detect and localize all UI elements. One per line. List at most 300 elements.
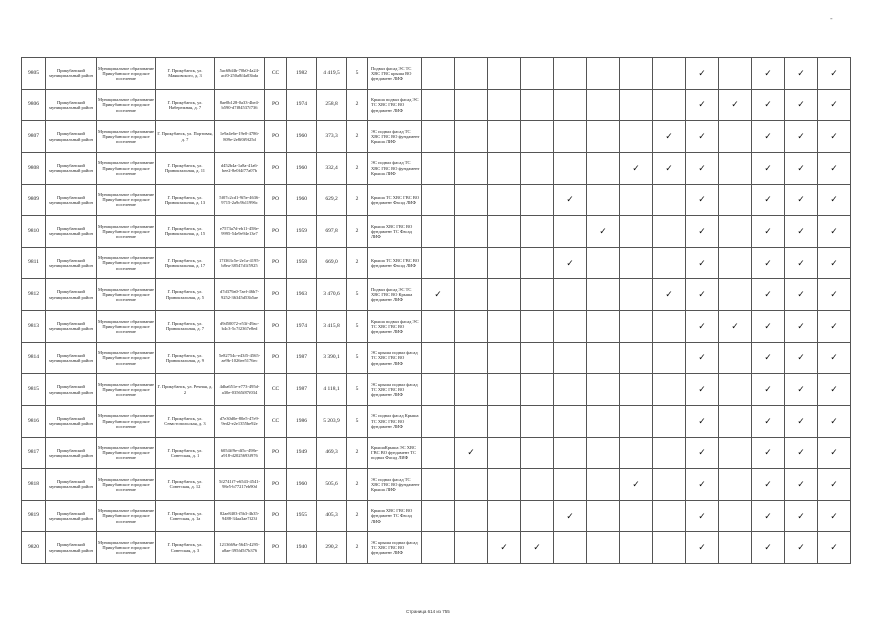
- wall-type-cell: РО: [265, 437, 287, 469]
- empty-work-cell: [455, 58, 488, 90]
- area-cell: 4 419,5: [317, 58, 347, 90]
- check-mark-icon: [818, 311, 851, 343]
- empty-work-cell: [587, 279, 620, 311]
- works-list-cell: Подвал фасад ЭС ТС ХВС ГВС крыша ВО фундамент ЛИФ: [368, 58, 422, 90]
- district-cell: Прикубанский муниципальный район: [46, 58, 97, 90]
- municipality-cell: Муниципальное образование Прикубанское городское поселение: [97, 437, 156, 469]
- empty-work-cell: [554, 532, 587, 564]
- empty-work-cell: [554, 152, 587, 184]
- area-cell: 629,2: [317, 184, 347, 216]
- check-mark-icon: [785, 89, 818, 121]
- district-cell: Прикубанский муниципальный район: [46, 89, 97, 121]
- floors-cell: 5: [347, 58, 368, 90]
- empty-work-cell: [488, 184, 521, 216]
- check-mark-icon: [686, 437, 719, 469]
- empty-work-cell: [620, 500, 653, 532]
- district-cell: Прикубанский муниципальный район: [46, 532, 97, 564]
- works-list-cell: КрышаКрыша ЭС ХВС ГВС ВО фундамент ТС подвал Фасад ЛИФ: [368, 437, 422, 469]
- empty-work-cell: [455, 374, 488, 406]
- check-mark-icon: [818, 152, 851, 184]
- check-mark-icon: [653, 152, 686, 184]
- empty-work-cell: [620, 247, 653, 279]
- wall-type-cell: СС: [265, 374, 287, 406]
- address-cell: Г. Прикубанск, ул. Привокзальная, д. 15: [156, 216, 215, 248]
- house-code-cell: d7e30d0e-80e5-47e9-9ed2-e2e1355be92e: [215, 405, 265, 437]
- address-cell: Г. Прикубанск, ул. Набережная, д. 7: [156, 89, 215, 121]
- empty-work-cell: [521, 247, 554, 279]
- empty-work-cell: [554, 374, 587, 406]
- check-mark-icon: [785, 216, 818, 248]
- municipality-cell: Муниципальное образование Прикубанское городское поселение: [97, 247, 156, 279]
- empty-work-cell: [422, 405, 455, 437]
- table-row: [22, 532, 851, 564]
- empty-work-cell: [653, 469, 686, 501]
- empty-work-cell: [488, 500, 521, 532]
- build-year-cell: 1949: [287, 437, 317, 469]
- check-mark-icon: [686, 405, 719, 437]
- empty-work-cell: [422, 469, 455, 501]
- house-code-cell: e7573a7d-eb11-458e-9995-54e9e94e13e7: [215, 216, 265, 248]
- works-list-cell: Крыша подвал фасад ЭС ТС ХВС ГВС ВО фундамент ЛИФ: [368, 89, 422, 121]
- house-code-cell: 8ae0b128-0a33-4be4-b590-d7f84537f736: [215, 89, 265, 121]
- check-mark-icon: [686, 121, 719, 153]
- empty-work-cell: [455, 152, 488, 184]
- empty-work-cell: [554, 216, 587, 248]
- check-mark-icon: [818, 469, 851, 501]
- address-cell: Г. Прикубанск, ул. Привокзальная, д. 11: [156, 152, 215, 184]
- row-number-cell: 9808: [22, 152, 46, 184]
- house-code-cell: 5e82754c-e43f5-4565-ae9b-1026ee5176ec: [215, 342, 265, 374]
- municipality-cell: Муниципальное образование Прикубанское городское поселение: [97, 311, 156, 343]
- row-number-cell: 9805: [22, 58, 46, 90]
- empty-work-cell: [587, 532, 620, 564]
- empty-work-cell: [488, 89, 521, 121]
- table-row: [22, 342, 851, 374]
- floors-cell: 5: [347, 311, 368, 343]
- check-mark-icon: [818, 500, 851, 532]
- empty-work-cell: [719, 374, 752, 406]
- empty-work-cell: [554, 437, 587, 469]
- check-mark-icon: [818, 437, 851, 469]
- address-cell: Г. Прикубанск, ул. Привокзальная, д. 7: [156, 311, 215, 343]
- empty-work-cell: [422, 500, 455, 532]
- municipality-cell: Муниципальное образование Прикубанское городское поселение: [97, 532, 156, 564]
- check-mark-icon: [554, 184, 587, 216]
- wall-type-cell: РО: [265, 279, 287, 311]
- house-code-cell: 5f07c2cd1-9f5e-4636-9715-2a9c9b11996c: [215, 184, 265, 216]
- municipality-cell: Муниципальное образование Прикубанское городское поселение: [97, 121, 156, 153]
- check-mark-icon: [752, 184, 785, 216]
- empty-work-cell: [422, 89, 455, 121]
- area-cell: 4 118,1: [317, 374, 347, 406]
- district-cell: Прикубанский муниципальный район: [46, 311, 97, 343]
- empty-work-cell: [653, 58, 686, 90]
- works-list-cell: ЭС крыша подвал фасад ТС ХВС ГВС ВО фундамент ЛИФ: [368, 342, 422, 374]
- empty-work-cell: [422, 374, 455, 406]
- empty-work-cell: [521, 216, 554, 248]
- build-year-cell: 1986: [287, 405, 317, 437]
- empty-work-cell: [620, 89, 653, 121]
- empty-work-cell: [719, 500, 752, 532]
- house-code-cell: 6054ff9e-df5c-498e-a918-d2025693f976: [215, 437, 265, 469]
- empty-work-cell: [653, 184, 686, 216]
- table-row: [22, 437, 851, 469]
- empty-work-cell: [422, 121, 455, 153]
- check-mark-icon: [686, 342, 719, 374]
- wall-type-cell: РО: [265, 89, 287, 121]
- row-number-cell: 9809: [22, 184, 46, 216]
- empty-work-cell: [587, 152, 620, 184]
- empty-work-cell: [455, 532, 488, 564]
- wall-type-cell: РО: [265, 216, 287, 248]
- wall-type-cell: РО: [265, 532, 287, 564]
- house-code-cell: 17f363c5e-2e1a-4195-b8ea-38547d1f5925: [215, 247, 265, 279]
- empty-work-cell: [719, 279, 752, 311]
- empty-work-cell: [455, 469, 488, 501]
- row-number-cell: 9813: [22, 311, 46, 343]
- check-mark-icon: [785, 405, 818, 437]
- wall-type-cell: СС: [265, 58, 287, 90]
- district-cell: Прикубанский муниципальный район: [46, 279, 97, 311]
- floors-cell: 5: [347, 405, 368, 437]
- municipality-cell: Муниципальное образование Прикубанское городское поселение: [97, 469, 156, 501]
- table-row: [22, 152, 851, 184]
- address-cell: Г. Прикубанск, ул. Советская, д. 12: [156, 469, 215, 501]
- check-mark-icon: [818, 216, 851, 248]
- area-cell: 697,8: [317, 216, 347, 248]
- municipality-cell: Муниципальное образование Прикубанское городское поселение: [97, 216, 156, 248]
- area-cell: 373,3: [317, 121, 347, 153]
- check-mark-icon: [554, 247, 587, 279]
- empty-work-cell: [488, 342, 521, 374]
- empty-work-cell: [488, 374, 521, 406]
- check-mark-icon: [752, 532, 785, 564]
- table-row: [22, 58, 851, 90]
- empty-work-cell: [653, 311, 686, 343]
- district-cell: Прикубанский муниципальный район: [46, 469, 97, 501]
- empty-work-cell: [554, 311, 587, 343]
- check-mark-icon: [587, 216, 620, 248]
- municipality-cell: Муниципальное образование Прикубанское городское поселение: [97, 152, 156, 184]
- check-mark-icon: [818, 374, 851, 406]
- empty-work-cell: [521, 342, 554, 374]
- check-mark-icon: [620, 152, 653, 184]
- area-cell: 3 390,1: [317, 342, 347, 374]
- row-number-cell: 9820: [22, 532, 46, 564]
- area-cell: 505,6: [317, 469, 347, 501]
- build-year-cell: 1960: [287, 152, 317, 184]
- check-mark-icon: [818, 532, 851, 564]
- check-mark-icon: [554, 500, 587, 532]
- empty-work-cell: [455, 247, 488, 279]
- municipality-cell: Муниципальное образование Прикубанское городское поселение: [97, 374, 156, 406]
- row-number-cell: 9814: [22, 342, 46, 374]
- municipality-cell: Муниципальное образование Прикубанское городское поселение: [97, 342, 156, 374]
- check-mark-icon: [653, 279, 686, 311]
- empty-work-cell: [719, 342, 752, 374]
- check-mark-icon: [752, 152, 785, 184]
- table-row: [22, 469, 851, 501]
- check-mark-icon: [785, 532, 818, 564]
- empty-work-cell: [422, 437, 455, 469]
- works-list-cell: Крыша подвал фасад ЭС ТС ХВС ГВС ВО фундамент ЛИФ: [368, 311, 422, 343]
- check-mark-icon: [686, 58, 719, 90]
- empty-work-cell: [488, 279, 521, 311]
- empty-work-cell: [488, 121, 521, 153]
- check-mark-icon: [653, 121, 686, 153]
- check-mark-icon: [719, 311, 752, 343]
- empty-work-cell: [587, 311, 620, 343]
- house-code-cell: 5ac68d4b-70b0-4a24-acf0-250a8f4a03bda: [215, 58, 265, 90]
- build-year-cell: 1960: [287, 469, 317, 501]
- check-mark-icon: [785, 374, 818, 406]
- empty-work-cell: [719, 58, 752, 90]
- check-mark-icon: [818, 279, 851, 311]
- empty-work-cell: [620, 184, 653, 216]
- empty-work-cell: [620, 311, 653, 343]
- empty-work-cell: [488, 437, 521, 469]
- area-cell: 332,4: [317, 152, 347, 184]
- area-cell: 3 415,8: [317, 311, 347, 343]
- registry-table-body: [22, 58, 851, 564]
- check-mark-icon: [686, 532, 719, 564]
- empty-work-cell: [455, 500, 488, 532]
- empty-work-cell: [719, 152, 752, 184]
- row-number-cell: 9815: [22, 374, 46, 406]
- check-mark-icon: [752, 216, 785, 248]
- empty-work-cell: [422, 152, 455, 184]
- check-mark-icon: [686, 311, 719, 343]
- empty-work-cell: [653, 89, 686, 121]
- empty-work-cell: [554, 89, 587, 121]
- check-mark-icon: [686, 152, 719, 184]
- empty-work-cell: [554, 58, 587, 90]
- empty-work-cell: [521, 184, 554, 216]
- empty-work-cell: [488, 247, 521, 279]
- empty-work-cell: [719, 247, 752, 279]
- build-year-cell: 1974: [287, 311, 317, 343]
- check-mark-icon: [686, 184, 719, 216]
- check-mark-icon: [455, 437, 488, 469]
- check-mark-icon: [422, 279, 455, 311]
- empty-work-cell: [455, 89, 488, 121]
- address-cell: Г. Прикубанск, ул. Советская, д. 1: [156, 437, 215, 469]
- district-cell: Прикубанский муниципальный район: [46, 184, 97, 216]
- house-code-cell: 5f2741f7-e6543-4541-98e5-b77217eb90d: [215, 469, 265, 501]
- empty-work-cell: [587, 89, 620, 121]
- empty-work-cell: [620, 58, 653, 90]
- district-cell: Прикубанский муниципальный район: [46, 374, 97, 406]
- build-year-cell: 1974: [287, 89, 317, 121]
- empty-work-cell: [719, 121, 752, 153]
- empty-work-cell: [422, 532, 455, 564]
- check-mark-icon: [785, 247, 818, 279]
- check-mark-icon: [752, 311, 785, 343]
- floors-cell: 2: [347, 532, 368, 564]
- check-mark-icon: [785, 342, 818, 374]
- check-mark-icon: [752, 437, 785, 469]
- empty-work-cell: [653, 216, 686, 248]
- empty-work-cell: [455, 279, 488, 311]
- check-mark-icon: [752, 58, 785, 90]
- empty-work-cell: [521, 58, 554, 90]
- house-code-cell: 1e9a4e6e-19e0-4786-809e-2e8f0f9f25d: [215, 121, 265, 153]
- check-mark-icon: [686, 279, 719, 311]
- empty-work-cell: [719, 216, 752, 248]
- empty-work-cell: [455, 184, 488, 216]
- empty-work-cell: [620, 532, 653, 564]
- works-list-cell: Крыша ХВС ГВС ВО фундамент ТС Фасад ЛИФ: [368, 500, 422, 532]
- municipality-cell: Муниципальное образование Прикубанское городское поселение: [97, 405, 156, 437]
- wall-type-cell: РО: [265, 121, 287, 153]
- wall-type-cell: РО: [265, 342, 287, 374]
- empty-work-cell: [521, 405, 554, 437]
- empty-work-cell: [620, 342, 653, 374]
- floors-cell: 2: [347, 500, 368, 532]
- registry-table: [21, 57, 851, 564]
- check-mark-icon: [818, 58, 851, 90]
- works-list-cell: Крыша ТС ХВС ГВС ВО фундамент Фасад ЛИФ: [368, 184, 422, 216]
- address-cell: Г. Прикубанск, ул. Речная, д. 2: [156, 374, 215, 406]
- check-mark-icon: [752, 342, 785, 374]
- floors-cell: 2: [347, 184, 368, 216]
- district-cell: Прикубанский муниципальный район: [46, 342, 97, 374]
- check-mark-icon: [818, 184, 851, 216]
- floors-cell: 5: [347, 279, 368, 311]
- house-code-cell: d9d50072-e53f-49ac-b4c3-5c7f2367e8ed: [215, 311, 265, 343]
- empty-work-cell: [620, 405, 653, 437]
- empty-work-cell: [422, 342, 455, 374]
- empty-work-cell: [719, 469, 752, 501]
- empty-work-cell: [521, 121, 554, 153]
- empty-work-cell: [488, 311, 521, 343]
- row-number-cell: 9818: [22, 469, 46, 501]
- municipality-cell: Муниципальное образование Прикубанское городское поселение: [97, 184, 156, 216]
- empty-work-cell: [620, 437, 653, 469]
- check-mark-icon: [488, 532, 521, 564]
- floors-cell: 2: [347, 216, 368, 248]
- wall-type-cell: РО: [265, 184, 287, 216]
- address-cell: Г. Прикубанск, ул. Советская, д. 1а: [156, 500, 215, 532]
- check-mark-icon: [752, 469, 785, 501]
- works-list-cell: ЭС подвал фасад ТС ХВС ГВС ВО фундамент Крыша ЛИФ: [368, 121, 422, 153]
- empty-work-cell: [521, 500, 554, 532]
- check-mark-icon: [686, 469, 719, 501]
- empty-work-cell: [554, 469, 587, 501]
- wall-type-cell: СС: [265, 405, 287, 437]
- check-mark-icon: [785, 500, 818, 532]
- house-code-cell: 1213669a-5645-4295-a8ae-395fd5f7b376: [215, 532, 265, 564]
- row-number-cell: 9806: [22, 89, 46, 121]
- check-mark-icon: [719, 89, 752, 121]
- empty-work-cell: [587, 247, 620, 279]
- floors-cell: 2: [347, 89, 368, 121]
- district-cell: Прикубанский муниципальный район: [46, 437, 97, 469]
- address-cell: Г. Прикубанск, ул. Привокзальная, д. 9: [156, 342, 215, 374]
- empty-work-cell: [455, 216, 488, 248]
- empty-work-cell: [422, 184, 455, 216]
- build-year-cell: 1987: [287, 342, 317, 374]
- table-row: [22, 500, 851, 532]
- table-row: [22, 311, 851, 343]
- district-cell: Прикубанский муниципальный район: [46, 216, 97, 248]
- empty-work-cell: [488, 58, 521, 90]
- floors-cell: 2: [347, 469, 368, 501]
- row-number-cell: 9810: [22, 216, 46, 248]
- check-mark-icon: [785, 58, 818, 90]
- district-cell: Прикубанский муниципальный район: [46, 247, 97, 279]
- row-number-cell: 9819: [22, 500, 46, 532]
- house-code-cell: 82ae8403-f5b3-4b35-9488-34aa3ae7f23f: [215, 500, 265, 532]
- empty-work-cell: [554, 121, 587, 153]
- check-mark-icon: [818, 342, 851, 374]
- check-mark-icon: [752, 500, 785, 532]
- check-mark-icon: [620, 469, 653, 501]
- empty-work-cell: [488, 405, 521, 437]
- empty-work-cell: [587, 121, 620, 153]
- empty-work-cell: [653, 532, 686, 564]
- check-mark-icon: [752, 247, 785, 279]
- house-code-cell: d452b4a-1a8a-41a6-bee2-8e0f4f77a07b: [215, 152, 265, 184]
- check-mark-icon: [686, 500, 719, 532]
- wall-type-cell: РО: [265, 247, 287, 279]
- table-row: [22, 121, 851, 153]
- wall-type-cell: РО: [265, 469, 287, 501]
- page-corner-mark: -: [830, 14, 833, 23]
- check-mark-icon: [686, 216, 719, 248]
- empty-work-cell: [422, 216, 455, 248]
- build-year-cell: 1955: [287, 500, 317, 532]
- empty-work-cell: [587, 405, 620, 437]
- check-mark-icon: [818, 89, 851, 121]
- check-mark-icon: [521, 532, 554, 564]
- empty-work-cell: [521, 89, 554, 121]
- empty-work-cell: [422, 58, 455, 90]
- check-mark-icon: [686, 89, 719, 121]
- municipality-cell: Муниципальное образование Прикубанское городское поселение: [97, 279, 156, 311]
- empty-work-cell: [587, 342, 620, 374]
- page-footer-counter: Страница 614 из 755: [406, 609, 450, 614]
- empty-work-cell: [521, 152, 554, 184]
- house-code-cell: d7d379a0-7aef-46b7-9252-36345d53b5ae: [215, 279, 265, 311]
- works-list-cell: Крыша ХВС ГВС ВО фундамент ТС Фасад ЛИФ: [368, 216, 422, 248]
- empty-work-cell: [719, 184, 752, 216]
- check-mark-icon: [785, 121, 818, 153]
- municipality-cell: Муниципальное образование Прикубанское городское поселение: [97, 89, 156, 121]
- empty-work-cell: [455, 405, 488, 437]
- works-list-cell: ЭС подвал фасад ТС ХВС ГВС ВО фундамент Крыша ЛИФ: [368, 469, 422, 501]
- empty-work-cell: [653, 342, 686, 374]
- check-mark-icon: [818, 405, 851, 437]
- empty-work-cell: [620, 279, 653, 311]
- floors-cell: 2: [347, 437, 368, 469]
- empty-work-cell: [554, 405, 587, 437]
- row-number-cell: 9811: [22, 247, 46, 279]
- empty-work-cell: [422, 311, 455, 343]
- wall-type-cell: РО: [265, 152, 287, 184]
- empty-work-cell: [653, 437, 686, 469]
- build-year-cell: 1940: [287, 532, 317, 564]
- empty-work-cell: [455, 121, 488, 153]
- empty-work-cell: [719, 405, 752, 437]
- build-year-cell: 1982: [287, 58, 317, 90]
- empty-work-cell: [620, 374, 653, 406]
- district-cell: Прикубанский муниципальный район: [46, 405, 97, 437]
- empty-work-cell: [620, 121, 653, 153]
- address-cell: Г. Прикубанск, ул. Маяковского, д. 3: [156, 58, 215, 90]
- check-mark-icon: [686, 374, 719, 406]
- wall-type-cell: РО: [265, 311, 287, 343]
